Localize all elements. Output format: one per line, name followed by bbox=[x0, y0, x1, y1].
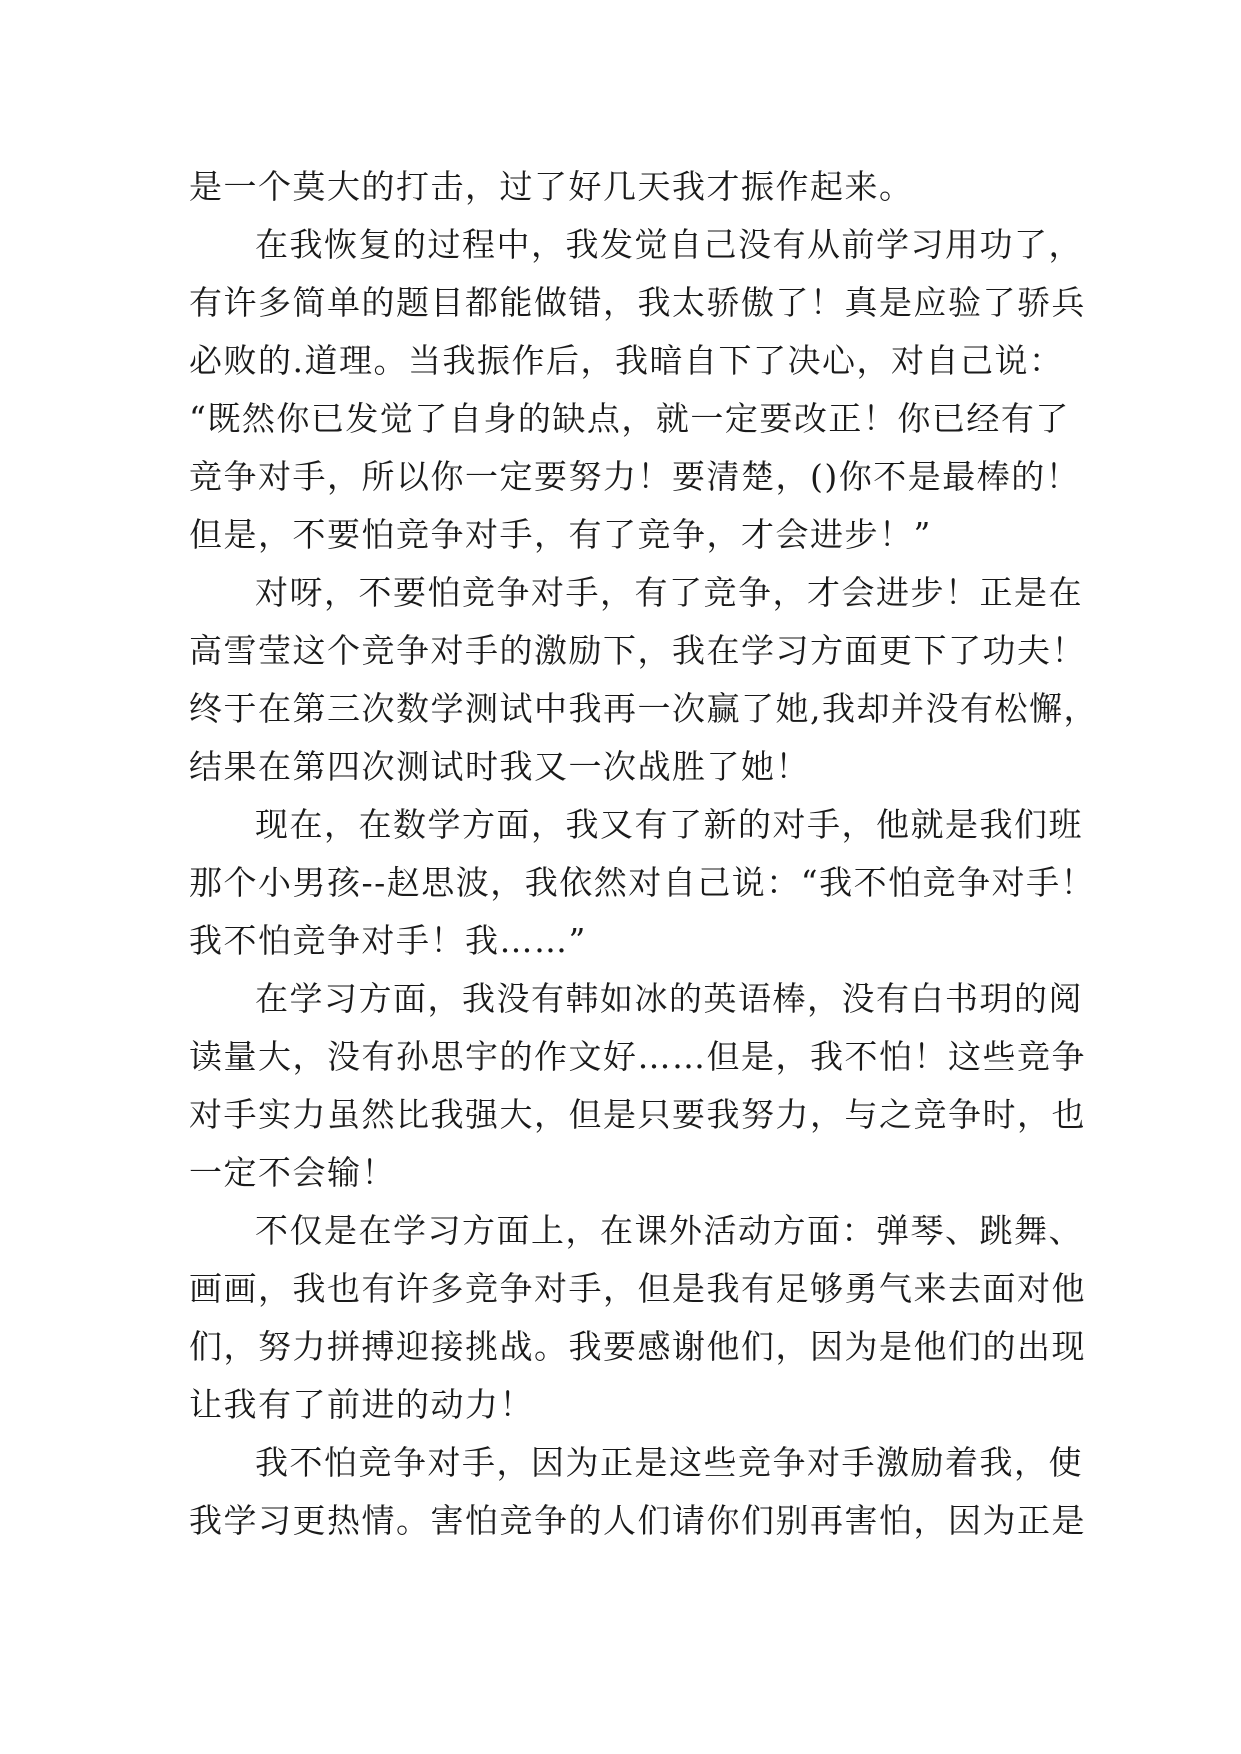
text-line: 让我有了前进的动力！ bbox=[189, 1385, 534, 1424]
text-line: 有许多简单的题目都能做错，我太骄傲了！真是应验了骄兵 bbox=[189, 283, 1086, 322]
text-line: 高雪莹这个竞争对手的激励下，我在学习方面更下了功夫！ bbox=[189, 631, 1086, 670]
text-line: 不仅是在学习方面上，在课外活动方面：弹琴、跳舞、 bbox=[255, 1211, 1083, 1250]
text-line: 但是，不要怕竞争对手，有了竞争，才会进步！” bbox=[189, 515, 932, 554]
text-line: 对呀，不要怕竞争对手，有了竞争，才会进步！正是在 bbox=[255, 573, 1083, 612]
text-line: 画画，我也有许多竞争对手，但是我有足够勇气来去面对他 bbox=[189, 1269, 1086, 1308]
text-line: 们，努力拼搏迎接挑战。我要感谢他们，因为是他们的出现 bbox=[189, 1327, 1086, 1366]
text-line: 一定不会输！ bbox=[189, 1153, 396, 1192]
text-line: 读量大，没有孙思宇的作文好……但是，我不怕！这些竞争 bbox=[189, 1037, 1086, 1076]
text-line: 必败的.道理。当我振作后，我暗自下了决心，对自己说： bbox=[189, 341, 1064, 380]
text-line: 那个小男孩--赵思波，我依然对自己说：“我不怕竞争对手！ bbox=[189, 863, 1096, 902]
text-line: 终于在第三次数学测试中我再一次赢了她,我却并没有松懈， bbox=[189, 689, 1098, 728]
text-line: 我不怕竞争对手，因为正是这些竞争对手激励着我，使 bbox=[255, 1443, 1083, 1482]
text-line: 对手实力虽然比我强大，但是只要我努力，与之竞争时，也 bbox=[189, 1095, 1086, 1134]
text-line: “既然你已发觉了自身的缺点，就一定要改正！你已经有了 bbox=[189, 399, 1070, 438]
text-line: 在我恢复的过程中，我发觉自己没有从前学习用功了， bbox=[255, 225, 1083, 264]
text-line: 现在，在数学方面，我又有了新的对手，他就是我们班 bbox=[255, 805, 1083, 844]
text-line: 是一个莫大的打击，过了好几天我才振作起来。 bbox=[189, 167, 914, 206]
text-line: 我不怕竞争对手！我……” bbox=[189, 921, 587, 960]
text-line: 在学习方面，我没有韩如冰的英语棒，没有白书玥的阅 bbox=[255, 979, 1083, 1018]
text-line: 竞争对手，所以你一定要努力！要清楚，()你不是最棒的！ bbox=[189, 457, 1081, 496]
text-line: 我学习更热情。害怕竞争的人们请你们别再害怕，因为正是 bbox=[189, 1501, 1086, 1540]
essay-body bbox=[189, 158, 1098, 1550]
text-line: 结果在第四次测试时我又一次战胜了她！ bbox=[189, 747, 810, 786]
